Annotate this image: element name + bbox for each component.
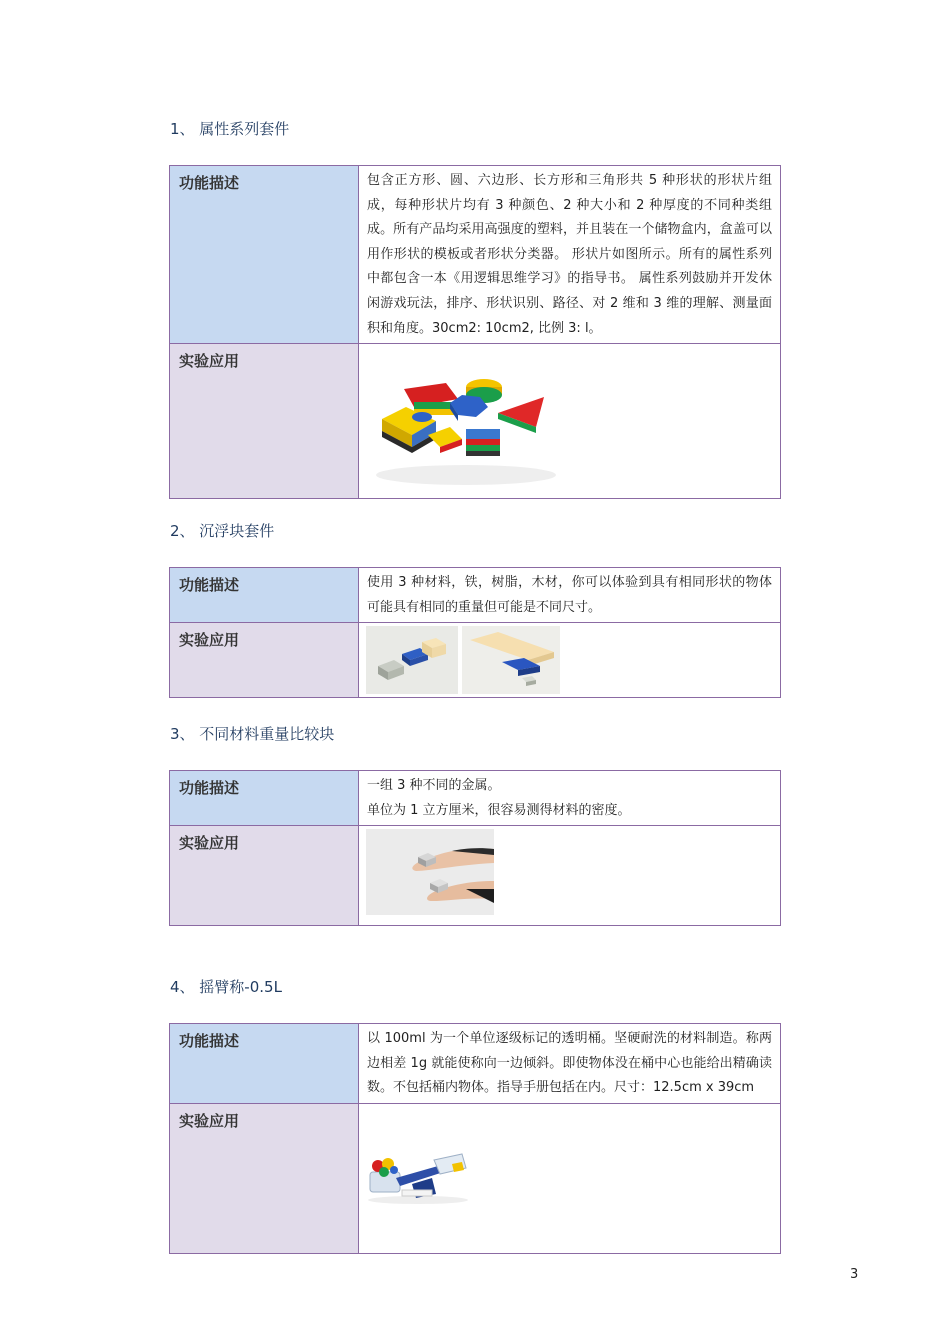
- metal-blocks-in-hands-photo: [366, 829, 494, 915]
- section-1-image-cell: [359, 344, 781, 499]
- section-1-description: 包含正方形、圆、六边形、长方形和三角形共 5 种形状的形状片组成，每种形状片均有 3 种颜色、2 种大小和 2 种厚度的不同种类组成。所有产品均采用高强度的塑料，并且装在一个储物盒内，盒盖可以用作形状的模板或者形状分类器。 形状片如图所示。所有的属性系列中都包含一本《用逻辑思维学习》的指导书。 属性系列鼓励并开发休闲游戏玩法，排序、形状识别、路径、对 2 维和 3 维的理解、测量面积和角度。30cm2: 10cm2, 比例 3: l。: [359, 166, 781, 344]
- section-3-description-line-1: 一组 3 种不同的金属。: [367, 778, 501, 793]
- section-3-app-label: 实验应用: [170, 826, 359, 926]
- page-number: 3: [850, 1267, 859, 1282]
- section-1-desc-label: 功能描述: [170, 166, 359, 344]
- section-4-desc-label: 功能描述: [170, 1024, 359, 1104]
- section-2-app-label: 实验应用: [170, 623, 359, 698]
- section-4-image-cell: [359, 1103, 781, 1253]
- section-3-description-line-2: 单位为 1 立方厘米，很容易测得材料的密度。: [367, 802, 631, 818]
- section-3-table: [169, 770, 781, 926]
- float-sink-blocks-photo-1: [366, 626, 458, 694]
- section-3-desc-label: 功能描述: [170, 771, 359, 826]
- section-4-heading: 4、 摇臂称-0.5L: [170, 978, 282, 996]
- section-3-heading: 3、 不同材料重量比较块: [170, 725, 335, 743]
- section-4-app-label: 实验应用: [170, 1103, 359, 1253]
- attribute-blocks-image: [366, 347, 566, 491]
- float-sink-blocks-photo-2: [462, 626, 560, 694]
- section-2-image-cell: [359, 623, 781, 698]
- section-2-table: [169, 567, 781, 698]
- section-1-heading: 1、 属性系列套件: [170, 120, 290, 138]
- section-4-table: [169, 1023, 781, 1254]
- section-4-description: 以 100ml 为一个单位逐级标记的透明桶。坚硬耐洗的材料制造。称两边相差 1g 就能使称向一边倾斜。即使物体没在桶中心也能给出精确读数。不包括桶内物体。指导手册包括在内。尺寸：12.5cm x 39cm: [359, 1024, 781, 1104]
- section-2-heading: 2、 沉浮块套件: [170, 522, 275, 540]
- section-2-description: 使用 3 种材料，铁，树脂，木材，你可以体验到具有相同形状的物体可能具有相同的重量但可能是不同尺寸。: [359, 568, 781, 623]
- balance-scale-image: [366, 1150, 470, 1206]
- section-1-app-label: 实验应用: [170, 344, 359, 499]
- section-2-desc-label: 功能描述: [170, 568, 359, 623]
- section-3-description: [359, 771, 781, 826]
- section-1-table: [169, 165, 781, 499]
- section-3-image-cell: [359, 826, 781, 926]
